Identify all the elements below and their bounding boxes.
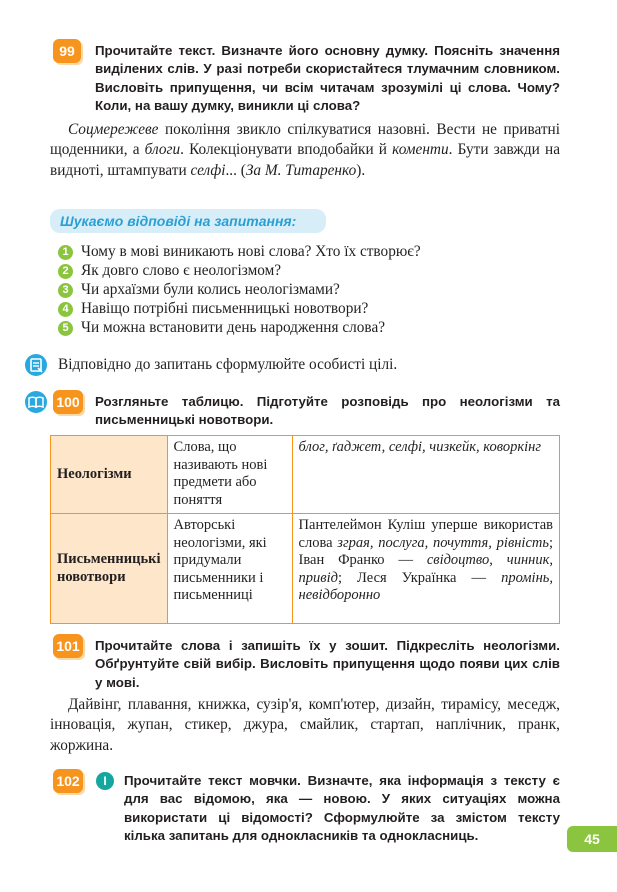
task-99-instructions: Прочитайте текст. Визначте його основну думку. Поясніть значення виділених слів. У разі потреби скористайтеся тлумачним словником. Висловіть припущення, чи всім читачам зрозумілі ці слова. Чому? Коли, на вашу думку, виникли ці слова? [95,43,560,113]
task-number-badge: 102 [53,769,83,793]
table-cell-examples: Пантелеймон Куліш уперше використав слова зграя, послуга, почуття, рівність; Іван Франко — свідоцтво, чинник, привід; Леся Українка — промінь, невідборонно [292,514,559,624]
table-row [51,514,560,624]
highlighted-word: селфі [190,161,226,179]
highlighted-word: блоги [144,141,181,159]
page-number: 45 [567,826,617,852]
question-number: 4 [58,302,73,317]
question-item: 5 Чи можна встановити день народження слова? [58,319,385,337]
task-101-instructions: Прочитайте слова і запишіть їх у зошит. Підкресліть неологізми. Обґрунтуйте свій вибір. Висловіть припущення щодо появи цих слів у мові. [95,638,560,690]
task-number-badge: 100 [53,390,83,414]
table-cell-description: Слова, що називають нові предмети або поняття [167,436,292,514]
passage-text: Соцмережеве покоління звикло спілкуватися назовні. Вести не приватні щоденники, а блоги. Колекціонувати вподобайки й коменти. Бути завжди на видноті, штампувати селфі... (За М. Титаренко). [50,121,560,179]
task-100-instructions: Розгляньте таблицю. Підготуйте розповідь про неологізми та письменницькі новотвори. [95,394,560,428]
info-marker-icon: І [96,772,114,790]
neologisms-table [50,435,560,624]
question-item: 4 Навіщо потрібні письменницькі новотвори? [58,300,368,318]
passage-source: За М. Титаренко [245,161,357,179]
goals-icon [25,354,47,376]
highlighted-word: Соцмережеве [68,121,159,138]
question-number: 2 [58,264,73,279]
task-102-instructions: Прочитайте текст мовчки. Визначте, яка інформація з тексту є для вас відомою, яка — новою. У яких ситуаціях можна використати ці відомості? Сформулюйте за змістом тексту кілька запитань для однокласників та однокласниць. [124,773,560,843]
question-item: 1 Чому в мові виникають нові слова? Хто їх створює? [58,243,421,261]
question-item: 3 Чи архаїзми були колись неологізмами? [58,281,340,299]
words-list: Дайвінг, плавання, книжка, сузір'я, комп'ютер, дизайн, тирамісу, меседж, інновація, жупан, стикер, джура, смайлик, стартап, наплічник, пранк, жоржина. [50,696,560,754]
table-cell-description: Авторські неологізми, які придумали письменники і письменниці [167,514,292,624]
question-number: 1 [58,245,73,260]
table-row-header: Неологізми [51,436,168,514]
task-number-badge: 101 [53,634,83,658]
question-number: 3 [58,283,73,298]
book-icon [25,391,47,413]
table-cell-examples: блог, ґаджет, селфі, чизкейк, коворкінг [292,436,559,514]
task-number-badge: 99 [53,39,81,63]
question-number: 5 [58,321,73,336]
question-item: 2 Як довго слово є неологізмом? [58,262,281,280]
highlighted-word: коменти [392,141,449,159]
table-row [51,436,560,514]
table-row-header: Письменницькі новотвори [51,514,168,624]
goals-text: Відповідно до запитань сформулюйте особисті цілі. [58,356,398,373]
search-answers-heading: Шукаємо відповіді на запитання: [50,209,326,233]
